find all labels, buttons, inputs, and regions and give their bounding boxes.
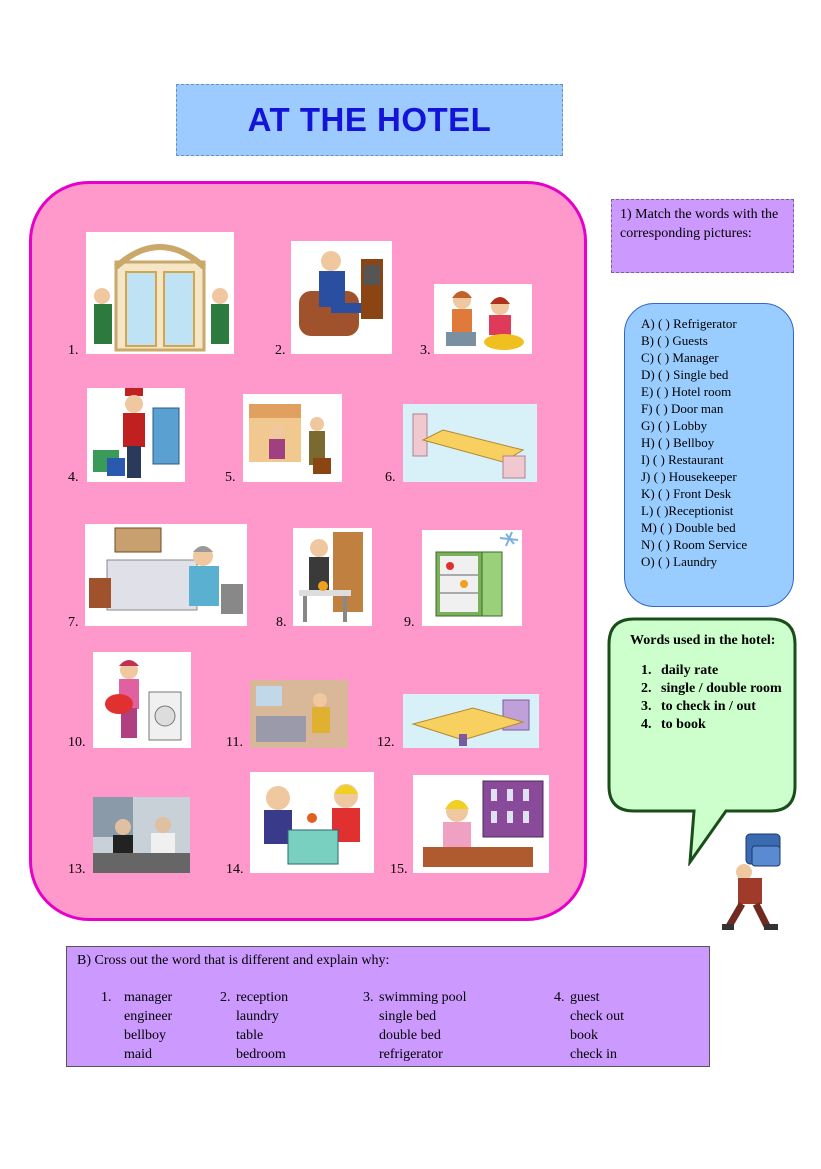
group-number: 4. — [554, 990, 565, 1005]
picture-15-receptionist-icon — [413, 775, 549, 873]
match-item: O) ( ) Laundry — [641, 554, 718, 569]
hotel-word-item: 2. single / double room — [655, 680, 790, 698]
group-word: reception — [236, 990, 289, 1005]
group-number: 2. — [220, 990, 231, 1005]
picture-9-refrigerator-icon — [422, 530, 522, 626]
matching-list — [624, 303, 794, 607]
picture-13-front-desk-icon — [93, 797, 190, 873]
group-word: swimming pool — [379, 990, 467, 1005]
match-item: G) ( ) Lobby — [641, 418, 708, 433]
title-banner — [176, 84, 563, 156]
hotel-words-box — [630, 632, 790, 734]
page-title: AT THE HOTEL — [247, 101, 492, 138]
hotel-word-item: 3. to check in / out — [655, 698, 790, 716]
picture-11-hotel-room-icon — [250, 680, 348, 748]
group-word: single bed — [379, 1009, 437, 1024]
match-item: K) ( ) Front Desk — [641, 486, 732, 501]
hotel-word-item: 1. daily rate — [655, 662, 790, 680]
word-group-3-words — [379, 988, 467, 1064]
picture-7-housekeeper-icon — [85, 524, 247, 626]
picture-6-single-bed-icon — [403, 404, 537, 482]
match-item: A) ( ) Refrigerator — [641, 316, 737, 331]
picture-number: 2. — [275, 343, 286, 358]
word-group-4-words — [570, 988, 624, 1064]
picture-number: 13. — [68, 862, 86, 877]
picture-number: 11. — [226, 735, 243, 750]
group-word: engineer — [124, 1009, 173, 1024]
picture-8-room-service-icon — [293, 528, 372, 626]
picture-1-hotel-entrance-icon — [86, 232, 234, 354]
hotel-words-title: Words used in the hotel: — [630, 633, 776, 648]
match-item: N) ( ) Room Service — [641, 537, 748, 552]
group-word: check out — [570, 1009, 625, 1024]
word-group-2 — [220, 988, 231, 1007]
match-item: I) ( ) Restaurant — [641, 452, 724, 467]
picture-number: 15. — [390, 862, 408, 877]
match-item: D) ( ) Single bed — [641, 367, 729, 382]
word-group-4 — [554, 988, 565, 1007]
picture-5-lobby-icon — [243, 394, 342, 482]
group-word: book — [570, 1028, 598, 1043]
group-word: double bed — [379, 1028, 441, 1043]
group-word: guest — [570, 990, 600, 1005]
match-item: C) ( ) Manager — [641, 350, 719, 365]
match-item: M) ( ) Double bed — [641, 520, 736, 535]
hotel-word-item: 4. to book — [655, 716, 790, 734]
picture-number: 9. — [404, 615, 415, 630]
picture-number: 10. — [68, 735, 86, 750]
picture-number: 3. — [420, 343, 431, 358]
match-item: E) ( ) Hotel room — [641, 384, 732, 399]
picture-number: 4. — [68, 470, 79, 485]
picture-number: 1. — [68, 343, 79, 358]
picture-number: 12. — [377, 735, 395, 750]
word-group-2-words — [236, 988, 288, 1064]
group-word: laundry — [236, 1009, 279, 1024]
cross-out-title: B) Cross out the word that is different and explain why: — [77, 953, 390, 968]
porter-with-luggage-icon — [718, 832, 790, 934]
group-word: manager — [124, 990, 173, 1005]
word-group-3 — [363, 988, 374, 1007]
group-word: bellboy — [124, 1028, 166, 1043]
match-item: B) ( ) Guests — [641, 333, 708, 348]
group-word: check in — [570, 1047, 618, 1062]
picture-number: 6. — [385, 470, 396, 485]
picture-number: 7. — [68, 615, 79, 630]
match-instruction: 1) Match the words with the corresponding pictures: — [611, 199, 794, 273]
group-word: table — [236, 1028, 264, 1043]
picture-number: 14. — [226, 862, 244, 877]
group-number: 3. — [363, 990, 374, 1005]
picture-4-bellboy-icon — [87, 388, 185, 482]
cross-out-exercise — [66, 946, 710, 1067]
group-word: maid — [124, 1047, 152, 1062]
picture-2-manager-icon — [291, 241, 392, 354]
match-item: J) ( ) Housekeeper — [641, 469, 737, 484]
group-word: bedroom — [236, 1047, 286, 1062]
match-item: H) ( ) Bellboy — [641, 435, 715, 450]
match-item: L) ( )Receptionist — [641, 503, 734, 518]
group-word: refrigerator — [379, 1047, 443, 1062]
picture-3-guests-icon — [434, 284, 532, 354]
picture-12-double-bed-icon — [403, 694, 539, 748]
match-item: F) ( ) Door man — [641, 401, 724, 416]
word-group-1-words — [124, 988, 172, 1064]
word-group-1 — [101, 988, 112, 1007]
picture-number: 5. — [225, 470, 236, 485]
picture-10-laundry-icon — [93, 652, 191, 748]
picture-14-restaurant-icon — [250, 772, 374, 873]
group-number: 1. — [101, 990, 112, 1005]
picture-number: 8. — [276, 615, 287, 630]
